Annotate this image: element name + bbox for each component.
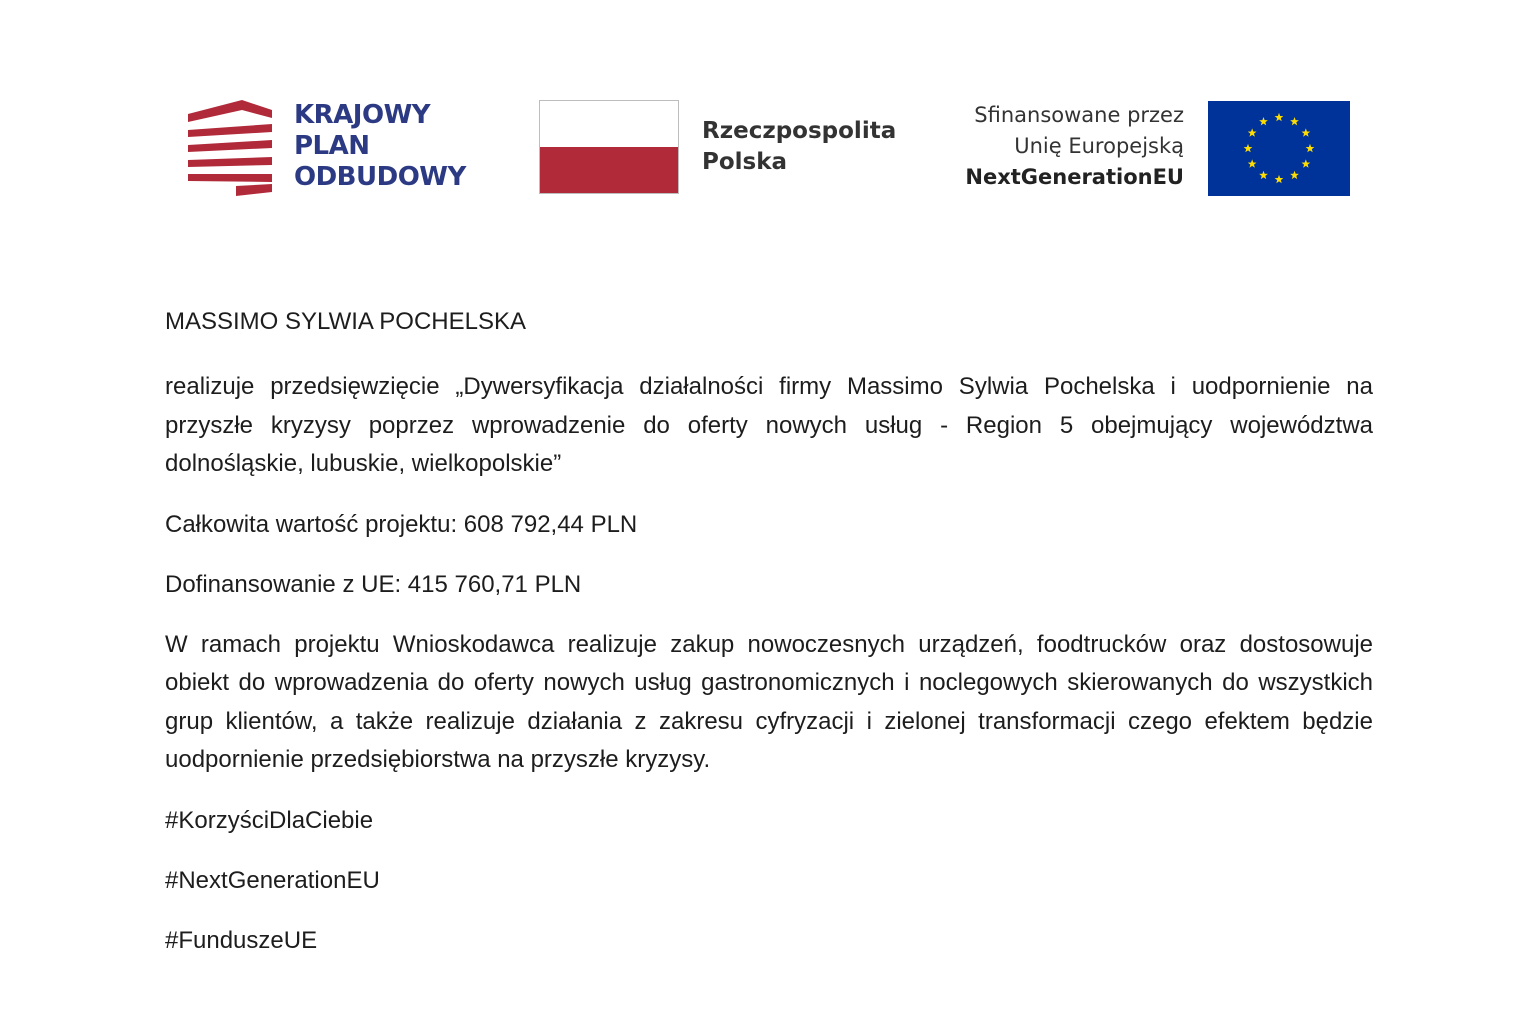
polish-flag-icon	[539, 100, 679, 194]
eu-funding-amount: Dofinansowanie z UE: 415 760,71 PLN	[165, 570, 582, 598]
eu-funding-logo	[928, 96, 1350, 200]
rzeczpospolita-polska-logo	[539, 100, 899, 196]
logo-strip	[188, 96, 1350, 200]
project-description: W ramach projektu Wnioskodawca realizuje zakup nowoczesnych urządzeń, foodtrucków oraz dostosowuje obiekt do wprowadzenia do oferty nowych usług gastronomicznych i noclegowych skierowanych do wszystkich grup klientów, a także realizuje działania z zakresu cyfryzacji i zielonej transformacji czego efektem będzie uodpornienie przedsiębiorstwa na przyszłe kryzysy.	[165, 630, 1373, 773]
eu-line-2: Unię Europejską	[1014, 134, 1184, 158]
pl-line-1: Rzeczpospolita	[702, 118, 897, 144]
eu-line-3: NextGenerationEU	[965, 165, 1184, 189]
krajowy-plan-odbudowy-logo	[188, 100, 488, 196]
project-intro: realizuje przedsięwzięcie „Dywersyfikacja działalności firmy Massimo Sylwia Pochelska i uodpornienie na przyszłe kryzysy poprzez wprowadzenie do oferty nowych usług - Region 5 obejmujący województwa dolnośląskie, lubuskie, wielkopolskie”	[165, 373, 1373, 477]
hashtag-fundusze: #FunduszeUE	[165, 926, 318, 954]
kpo-building-icon	[188, 100, 276, 196]
rzeczpospolita-polska-text	[702, 116, 896, 178]
eu-funding-text	[965, 100, 1184, 193]
eu-line-1: Sfinansowane przez	[974, 103, 1184, 127]
hashtag-nextgeneration: #NextGenerationEU	[165, 866, 380, 894]
announcement-body	[165, 304, 1373, 982]
hashtag-korzysci: #KorzyściDlaCiebie	[165, 806, 374, 834]
beneficiary-name: MASSIMO SYLWIA POCHELSKA	[165, 308, 526, 335]
kpo-line-1: KRAJOWY	[294, 100, 431, 130]
total-project-value: Całkowita wartość projektu: 608 792,44 PLN	[165, 510, 638, 538]
pl-line-2: Polska	[702, 149, 788, 175]
kpo-line-3: ODBUDOWY	[294, 162, 466, 192]
eu-flag-icon	[1208, 101, 1350, 196]
kpo-line-2: PLAN	[294, 131, 370, 161]
kpo-logo-text	[294, 100, 466, 193]
